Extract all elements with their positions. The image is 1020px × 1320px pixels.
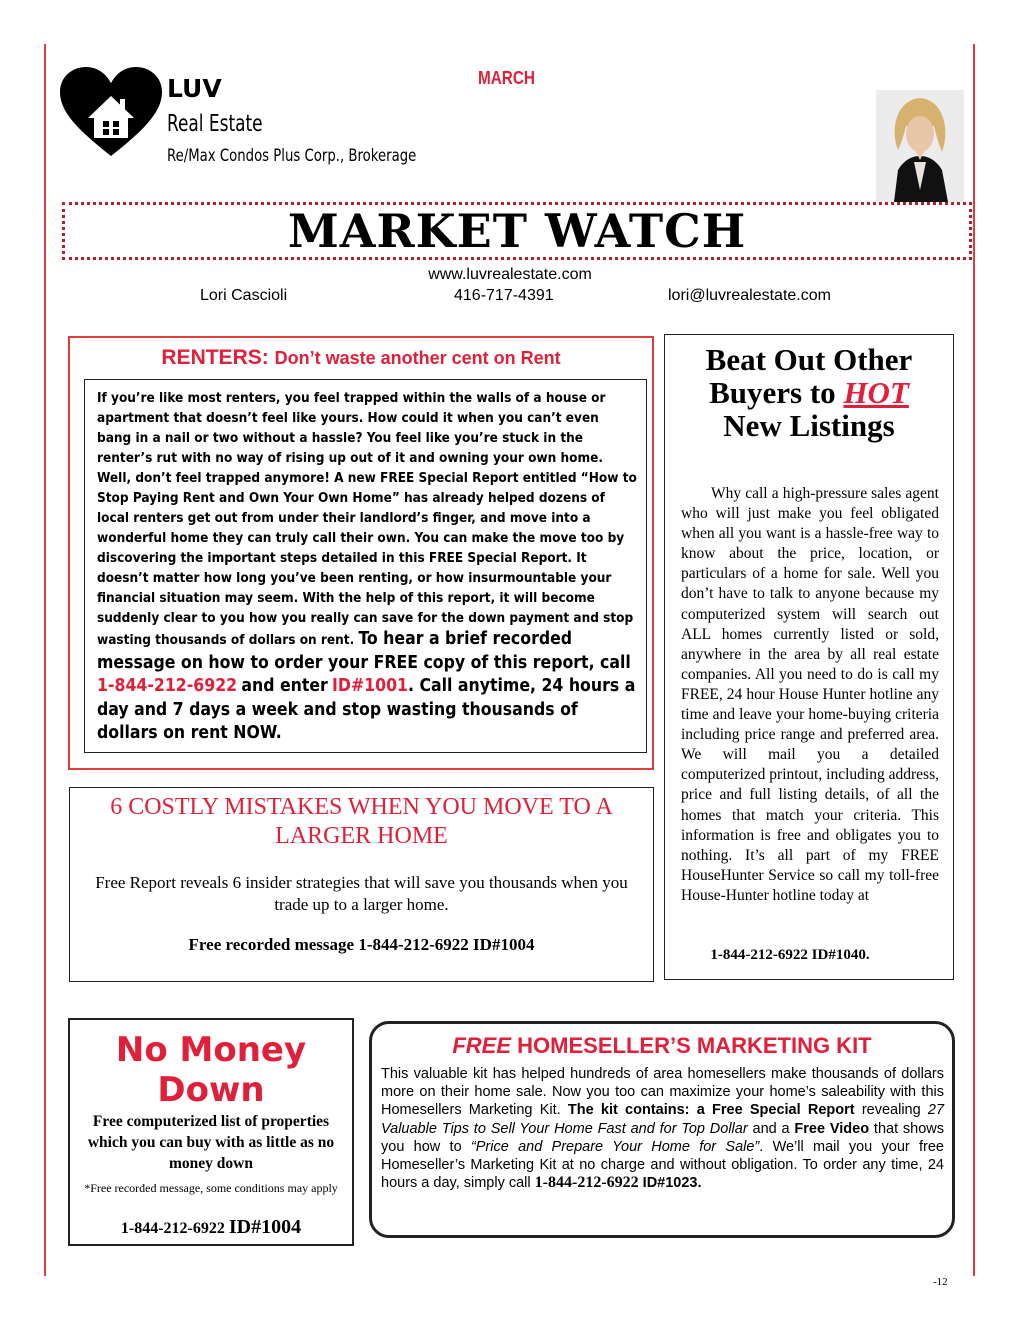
no-money-down-title <box>68 1030 354 1110</box>
homeseller-p1: This valuable kit has helped hundreds of area homesellers make thousands of dollars more on their home sale. Now you too can maximize your home’s saleability with this Homesellers Marketing Kit. <box>381 1066 944 1119</box>
no-money-title-line-2: Down <box>157 1070 265 1110</box>
beat-title-line-3: New Listings <box>723 408 895 443</box>
homeseller-kit-contains: The kit contains: a Free Special Report <box>567 1102 855 1119</box>
no-money-note: *Free recorded message, some conditions may apply <box>84 1181 338 1195</box>
mistakes-title: 6 COSTLY MISTAKES WHEN YOU MOVE TO A LARGER HOME <box>110 794 613 849</box>
renters-paragraph: If you’re like most renters, you feel trapped within the walls of a house or apartment that doesn’t feel like yours. How could it when you can’t even bang in a nail or two without a hassle? You feel like you’re stuck in the renter’s rut with no way of rising up out of it and owning your own home. Well, don’t feel trapped anymore! A new FREE Special Report entitled “How to Stop Paying Rent and Own Your Own Home” has already helped dozens of local renters get out from under their landlord’s finger, and move into a wonderful home they can truly call their own. You can make the move too by discovering the important steps detailed in this FREE Special Report. It doesn’t matter how long you’ve been renting, or how insurmountable your financial situation may seem. With the help of this report, it will become suddenly clear to you how you really can save for the down payment and stop wasting thousands of dollars on rent. <box>97 390 637 648</box>
homeseller-p2-b: and a <box>752 1120 790 1137</box>
renters-cta-phone[interactable]: 1-844-212-6922 <box>97 676 238 696</box>
homeseller-tips-title: 27 Valuable Tips to Sell Your Home Fast and for Top Dollar <box>381 1102 945 1137</box>
page-number: -12 <box>933 1276 948 1288</box>
no-money-title-line-1: No Money <box>115 1030 307 1070</box>
homeseller-kit-body <box>381 1065 944 1192</box>
website-link[interactable]: www.luvrealestate.com <box>428 266 592 283</box>
renters-cta-3: . Call anytime, 24 hours a day and 7 days a week and stop wasting thousands of dollars on rent NOW. <box>97 676 636 743</box>
no-money-id: ID#1004 <box>228 1216 302 1238</box>
beat-title-line-2 <box>664 376 954 409</box>
homeseller-phone[interactable]: 1-844-212-6922 <box>534 1174 639 1192</box>
left-margin-rule <box>44 44 46 1276</box>
renters-cta-id: ID#1001 <box>332 676 408 696</box>
homeseller-p2-a: revealing <box>861 1102 921 1119</box>
brand-line-2: Real Estate <box>167 111 263 137</box>
beat-title-buyers: Buyers to <box>709 375 836 410</box>
homeseller-p2-c: that shows you how to <box>381 1120 945 1155</box>
homeseller-p2-d: . We’ll mail you your free Homeseller’s Marketing Kit at no charge and without obligation. To order any time, 24 hours a day, simply call <box>381 1138 944 1192</box>
issue-month: MARCH <box>478 68 535 88</box>
no-money-phone[interactable] <box>68 1216 354 1239</box>
beat-buyers-body: Why call a high-pressure sales agent who will just make you feel obligated when all you want is a hassle-free way to know about the price, location, or particulars of a home for sale. Well you don’t have to talk to anyone because my computerized system will search out ALL homes currently listed or sold, anywhere in the area by all real estate companies. All you need to do is call my FREE, 24 hour House Hunter hotline any time and leave your home-buying criteria including price range and preferred area. We will mail you a detailed computerized printout, including address, price and full listing details, of all the homes that match your criteria. This information is free and obligates you to nothing. It’s all part of my FREE HouseHunter Service so call my toll-free House-Hunter hotline today at <box>681 485 939 904</box>
agent-email[interactable]: lori@luvrealestate.com <box>668 287 831 304</box>
homeseller-video-title: “Price and Prepare Your Home for Sale” <box>470 1138 760 1155</box>
agent-name: Lori Cascioli <box>200 287 288 304</box>
renters-body <box>97 388 637 746</box>
renters-heading <box>68 346 654 370</box>
renters-cta-2: and enter <box>241 676 328 696</box>
page-title: MARKET WATCH <box>287 204 747 258</box>
no-money-body: Free computerized list of properties which you can buy with as little as no money down <box>87 1113 335 1172</box>
renters-cta-1: To hear a brief recorded message on how to order your FREE copy of this report, call <box>97 629 631 673</box>
heart-house-logo-icon <box>58 66 164 158</box>
beat-buyers-title <box>664 343 954 442</box>
agent-phone[interactable]: 416-717-4391 <box>454 287 554 304</box>
homeseller-title-free: FREE <box>452 1033 512 1058</box>
beat-buyers-cta[interactable]: 1-844-212-6922 ID#1040. <box>710 947 870 963</box>
renters-heading-rest: Don’t waste another cent on Rent <box>274 348 561 368</box>
brand-name: LUV <box>167 74 222 103</box>
mistakes-body: Free Report reveals 6 insider strategies that will save you thousands when you trade up to a larger home. <box>95 873 628 914</box>
beat-title-hot: HOT <box>843 375 909 410</box>
brokerage-name: Re/Max Condos Plus Corp., Brokerage <box>167 146 417 166</box>
right-margin-rule <box>973 44 975 1276</box>
homeseller-kit-title <box>369 1033 955 1059</box>
homeseller-free-video: Free Video <box>794 1120 870 1137</box>
homeseller-title-rest: HOMESELLER’S MARKETING KIT <box>517 1033 872 1058</box>
beat-title-line-1: Beat Out Other <box>705 342 913 377</box>
no-money-phone-number[interactable]: 1-844-212-6922 <box>120 1220 225 1237</box>
mistakes-message: Free recorded message 1-844-212-6922 ID#1004 <box>188 935 535 954</box>
homeseller-id: ID#1023. <box>642 1175 702 1192</box>
renters-heading-lead: RENTERS: <box>161 346 269 369</box>
agent-photo <box>876 90 964 202</box>
